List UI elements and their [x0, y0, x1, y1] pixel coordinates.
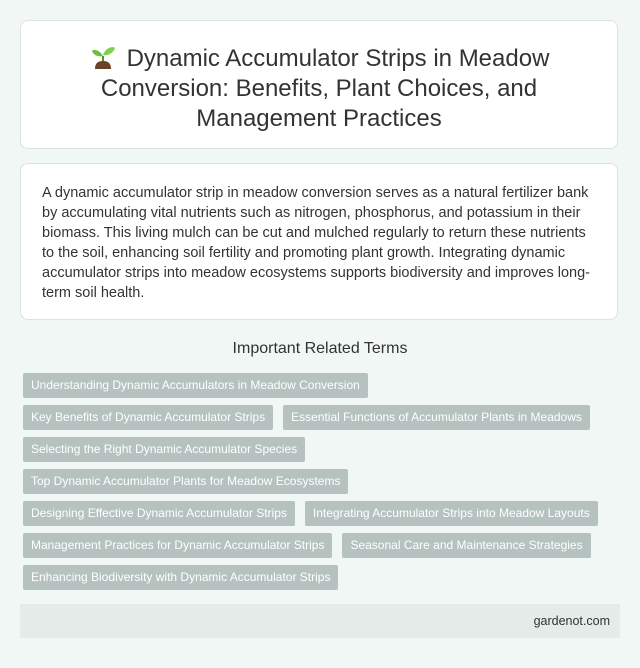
title-card [20, 20, 618, 149]
related-term-tag[interactable]: Understanding Dynamic Accumulators in Meadow Conversion [23, 373, 368, 398]
related-term-tag[interactable]: Selecting the Right Dynamic Accumulator Species [23, 437, 305, 462]
related-term-tag[interactable]: Integrating Accumulator Strips into Meadow Layouts [305, 501, 598, 526]
footer-site-link[interactable]: gardenot.com [533, 614, 610, 628]
related-term-tag[interactable]: Enhancing Biodiversity with Dynamic Accumulator Strips [23, 565, 338, 590]
page-title [21, 21, 617, 134]
related-term-tag[interactable]: Top Dynamic Accumulator Plants for Meadow Ecosystems [23, 469, 348, 494]
description-text: A dynamic accumulator strip in meadow conversion serves as a natural fertilizer bank by accumulating vital nutrients such as nitrogen, phosphorus, and potassium in their biomass. This living mulch can be cut and mulched regularly to return these nutrients to the soil, enhancing soil fertility and promoting plant growth. Integrating dynamic accumulator strips into meadow ecosystems supports biodiversity and improves long-term soil health. [42, 185, 591, 301]
related-term-tag[interactable]: Management Practices for Dynamic Accumulator Strips [23, 533, 332, 558]
related-term-tag[interactable]: Essential Functions of Accumulator Plants in Meadows [283, 405, 590, 430]
related-terms-list [23, 373, 623, 597]
footer [20, 604, 620, 638]
related-term-tag[interactable]: Seasonal Care and Maintenance Strategies [342, 533, 590, 558]
related-term-tag[interactable]: Key Benefits of Dynamic Accumulator Strips [23, 405, 273, 430]
related-terms-heading: Important Related Terms [232, 340, 408, 357]
page-title-text: Dynamic Accumulator Strips in Meadow Conversion: Benefits, Plant Choices, and Management Practices [100, 45, 550, 132]
seedling-icon [89, 43, 117, 69]
related-term-tag[interactable]: Designing Effective Dynamic Accumulator Strips [23, 501, 295, 526]
description-card [20, 163, 618, 320]
